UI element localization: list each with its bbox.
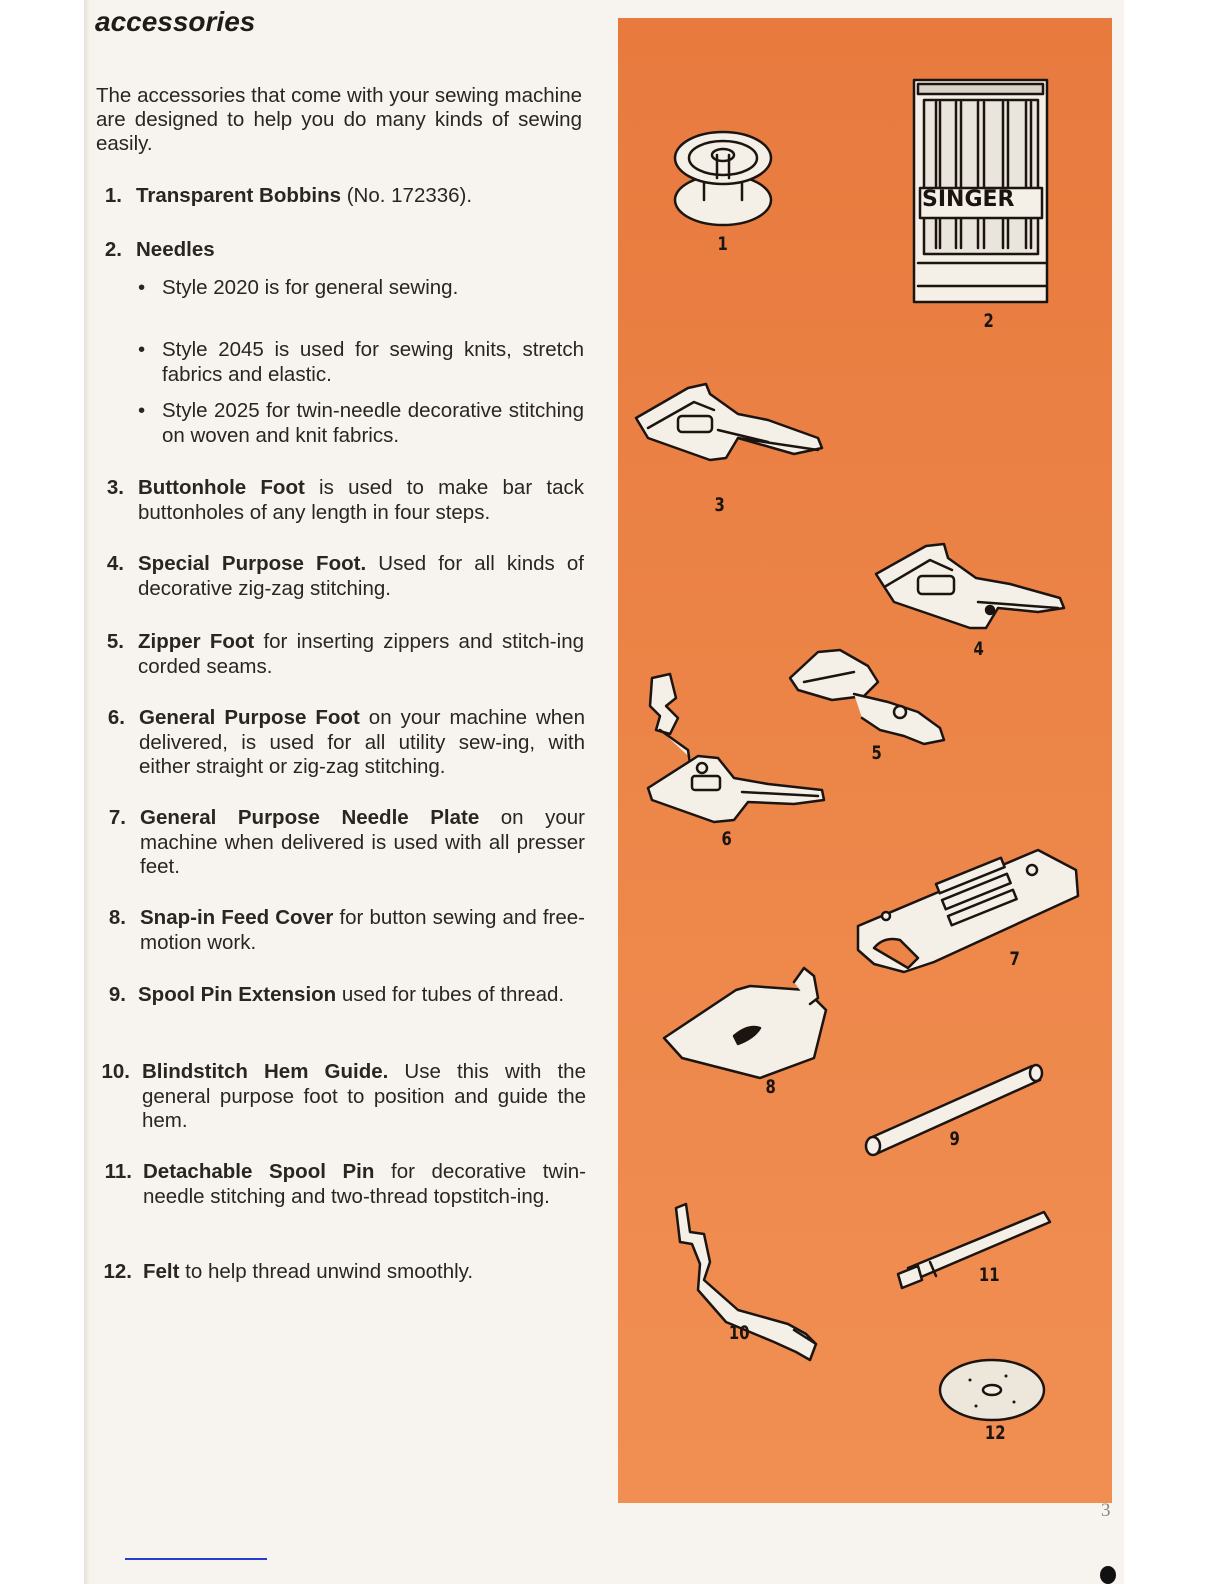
item-text: for decorative twin-needle stitching and two-thread topstitch-ing. bbox=[143, 1160, 586, 1208]
needle-style-text: Style 2025 for twin-needle decorative stitching on woven and knit fabrics. bbox=[162, 399, 584, 447]
item-number: 9. bbox=[108, 983, 126, 1006]
item-text: on your machine when delivered is used with all presser feet. bbox=[140, 806, 585, 878]
item-name: Detachable Spool Pin bbox=[143, 1160, 375, 1183]
item-text: Use this with the general purpose foot to position and guide the hem. bbox=[142, 1060, 586, 1132]
item-number: 1. bbox=[104, 184, 122, 207]
figure-label-1: 1 bbox=[717, 233, 728, 255]
detachable-spool-pin-illustration bbox=[898, 1212, 1050, 1288]
bullet-dot: • bbox=[138, 399, 146, 422]
item-name: Buttonhole Foot bbox=[138, 476, 305, 499]
bullet-dot: • bbox=[138, 338, 146, 361]
accessories-illustration-panel bbox=[618, 18, 1112, 1503]
item-number: 12. bbox=[103, 1260, 132, 1283]
page-title: accessories bbox=[95, 6, 256, 37]
figure-label-6: 6 bbox=[721, 828, 732, 850]
snap-in-feed-cover-illustration bbox=[664, 968, 826, 1078]
needle-pack-brand: SINGER bbox=[922, 187, 1015, 212]
item-number: 4. bbox=[106, 552, 124, 575]
needle-style-text: Style 2045 is used for sewing knits, stretch fabrics and elastic. bbox=[162, 338, 584, 386]
figure-label-4: 4 bbox=[973, 638, 984, 660]
intro-paragraph: The accessories that come with your sewing machine are designed to help you do many kinds of sewing easily. bbox=[96, 84, 582, 155]
item-number: 10. bbox=[101, 1060, 130, 1083]
item-number: 3. bbox=[106, 476, 124, 499]
buttonhole-foot-illustration bbox=[636, 384, 822, 460]
special-purpose-foot-illustration bbox=[876, 544, 1064, 628]
bullet-dot: • bbox=[138, 276, 146, 299]
figure-label-3: 3 bbox=[714, 494, 725, 516]
blue-underline-mark bbox=[125, 1558, 267, 1560]
item-name: Needles bbox=[136, 238, 215, 261]
item-text: is used to make bar tack buttonholes of any length in four steps. bbox=[138, 476, 584, 524]
needle-plate-illustration bbox=[858, 850, 1078, 972]
item-text: for inserting zippers and stitch-ing corded seams. bbox=[138, 630, 584, 678]
item-text: (No. 172336). bbox=[341, 184, 473, 207]
item-name: Felt bbox=[143, 1260, 180, 1283]
item-name: Spool Pin Extension bbox=[138, 983, 337, 1006]
item-name: Special Purpose Foot. bbox=[138, 552, 367, 575]
item-number: 6. bbox=[107, 706, 125, 729]
page-number: 3 bbox=[1101, 1500, 1111, 1521]
figure-label-9: 9 bbox=[949, 1128, 960, 1150]
item-text: on your machine when delivered, is used for all utility sew-ing, with either straight or zig-zag stitching. bbox=[139, 706, 585, 778]
bobbin-illustration bbox=[675, 132, 771, 225]
zipper-foot-illustration bbox=[790, 650, 944, 744]
figure-label-7: 7 bbox=[1009, 948, 1020, 970]
item-name: General Purpose Foot bbox=[139, 706, 360, 729]
needle-style-text: Style 2020 is for general sewing. bbox=[162, 276, 459, 299]
figure-label-2: 2 bbox=[983, 310, 994, 332]
item-name: Blindstitch Hem Guide. bbox=[142, 1060, 389, 1083]
item-number: 7. bbox=[108, 806, 126, 829]
figure-label-10: 10 bbox=[728, 1322, 750, 1344]
item-name: Transparent Bobbins bbox=[136, 184, 342, 207]
item-number: 5. bbox=[106, 630, 124, 653]
figure-label-5: 5 bbox=[871, 742, 882, 764]
figure-label-8: 8 bbox=[765, 1076, 776, 1098]
item-name: Snap-in Feed Cover bbox=[140, 906, 334, 929]
ink-spot bbox=[1100, 1566, 1116, 1584]
item-number: 8. bbox=[108, 906, 126, 929]
item-number: 11. bbox=[104, 1160, 132, 1183]
item-name: Zipper Foot bbox=[138, 630, 255, 653]
item-text: used for tubes of thread. bbox=[336, 983, 565, 1006]
item-text: to help thread unwind smoothly. bbox=[179, 1260, 474, 1283]
general-purpose-foot-illustration bbox=[648, 674, 824, 822]
item-number: 2. bbox=[104, 238, 122, 261]
felt-illustration bbox=[940, 1360, 1044, 1420]
item-text: for button sewing and free-motion work. bbox=[140, 906, 585, 954]
accessories-illustrations bbox=[618, 18, 1112, 1503]
figure-label-11: 11 bbox=[978, 1264, 1000, 1286]
item-name: General Purpose Needle Plate bbox=[140, 806, 480, 829]
item-text: Used for all kinds of decorative zig-zag stitching. bbox=[138, 552, 584, 600]
figure-label-12: 12 bbox=[984, 1422, 1006, 1444]
